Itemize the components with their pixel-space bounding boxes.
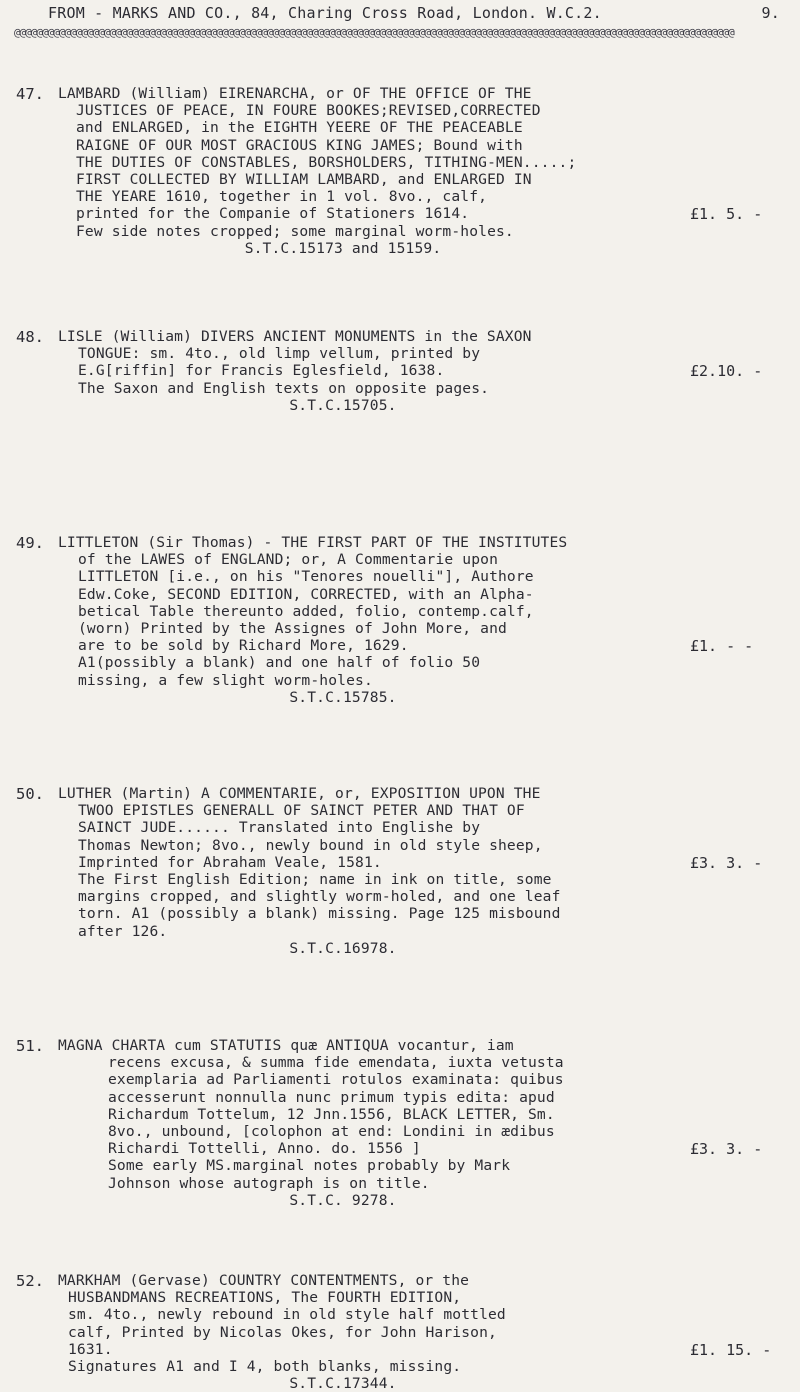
entry-price: £1. - - [690,637,754,655]
entry-line: and ENLARGED, in the EIGHTH YEERE OF THE PEACEABLE [76,119,523,137]
entry-line: missing, a few slight worm-holes. [78,671,373,689]
entry-line: 8vo., unbound, [colophon at end: Londini in ædibus [108,1123,555,1141]
entry-line: are to be sold by Richard More, 1629. [78,637,409,655]
entry-price: £3. 3. - [690,1140,763,1158]
stc-reference: S.T.C.15705. [289,396,397,414]
entry-line: Signatures A1 and I 4, both blanks, missing. [68,1358,462,1376]
entry-line: TONGUE: sm. 4to., old limp vellum, printed by [78,345,481,363]
entry-line: LISLE (William) DIVERS ANCIENT MONUMENTS in the SAXON [58,328,532,345]
entry-description [58,785,668,957]
entry-price: £2.10. - [690,362,763,380]
entry-line: Some early MS.marginal notes probably by Mark [108,1157,511,1175]
ornamental-rule: @@@@@@@@@@@@@@@@@@@@@@@@@@@@@@@@@@@@@@@@@@@@@@@@@@@@@@@@@@@@@@@@@@@@@@@@@@@@@@@@@@@@@@@@@@@@@@@@@@@@@@@@@@@@@@@@@@@@@@@@@@@@@@@@ [14,26,734,39]
entry-line: printed for the Companie of Stationers 1614. [76,205,470,223]
entry-number: 49. [16,534,44,552]
stc-reference: S.T.C.16978. [289,939,397,957]
entry-line: THE DUTIES OF CONSTABLES, BORSHOLDERS, TITHING-MEN.....; [76,153,577,171]
entry-line: LITTLETON (Sir Thomas) - THE FIRST PART OF THE INSTITUTES [58,534,568,551]
entry-line: Johnson whose autograph is on title. [108,1174,430,1192]
entry-line: after 126. [78,922,168,940]
stc-reference: S.T.C.17344. [289,1375,397,1392]
stc-reference: S.T.C.15173 and 15159. [244,239,442,257]
stc-reference: S.T.C. 9278. [289,1191,397,1209]
entry-line: Richardi Tottelli, Anno. do. 1556 ] [108,1140,421,1158]
entry-line: E.G[riffin] for Francis Eglesfield, 1638. [78,362,445,380]
entry-line: The Saxon and English texts on opposite pages. [78,379,490,397]
entry-line: Thomas Newton; 8vo., newly bound in old style sheep, [78,836,543,854]
entry-line: calf, Printed by Nicolas Okes, for John Harison, [68,1323,497,1341]
entry-line: 1631. [68,1340,113,1358]
entry-line: torn. A1 (possibly a blank) missing. Page 125 misbound [78,905,561,923]
page-header [48,4,788,22]
entry-description [58,534,668,706]
entry-line: Edw.Coke, SECOND EDITION, CORRECTED, with an Alpha- [78,585,534,603]
entry-description [58,1037,668,1209]
entry-line: MARKHAM (Gervase) COUNTRY CONTENTMENTS, or the [58,1272,470,1289]
entry-line: of the LAWES of ENGLAND; or, A Commentarie upon [78,551,499,569]
entry-line: (worn) Printed by the Assignes of John More, and [78,620,507,638]
entry-line: betical Table thereunto added, folio, contemp.calf, [78,602,534,620]
entry-line: JUSTICES OF PEACE, IN FOURE BOOKES;REVISED,CORRECTED [76,102,541,120]
entry-line: A1(possibly a blank) and one half of folio 50 [78,654,481,672]
entry-number: 52. [16,1272,44,1290]
entry-line: LITTLETON [i.e., on his "Tenores nouelli"], Authore [78,568,534,586]
entry-line: Imprinted for Abraham Veale, 1581. [78,853,382,871]
entry-line: margins cropped, and slightly worm-holed, and one leaf [78,888,561,906]
entry-line: Richardum Tottelum, 12 Jnn.1556, BLACK LETTER, Sm. [108,1105,555,1123]
entry-line: The First English Edition; name in ink on title, some [78,871,552,889]
entry-line: accesserunt nonnulla nunc primum typis edita: apud [108,1088,555,1106]
header-text: FROM - MARKS AND CO., 84, Charing Cross Road, London. W.C.2. [48,4,602,22]
entry-line: recens excusa, & summa fide emendata, iuxta vetusta [108,1054,564,1072]
entry-price: £3. 3. - [690,854,763,872]
entry-price: £1. 15. - [690,1341,772,1359]
entry-line: RAIGNE OF OUR MOST GRACIOUS KING JAMES; Bound with [76,136,523,154]
entry-line: Few side notes cropped; some marginal worm-holes. [76,222,514,240]
entry-description [58,328,668,414]
entry-line: HUSBANDMANS RECREATIONS, The FOURTH EDITION, [68,1289,462,1307]
entry-line: LAMBARD (William) EIRENARCHA, or OF THE OFFICE OF THE [58,85,532,102]
entry-number: 51. [16,1037,44,1055]
entry-line: SAINCT JUDE...... Translated into Englishe by [78,819,481,837]
entry-line: MAGNA CHARTA cum STATUTIS quæ ANTIQUA vocantur, iam [58,1037,514,1054]
entry-number: 47. [16,85,44,103]
stc-reference: S.T.C.15785. [289,688,397,706]
entry-line: exemplaria ad Parliamenti rotulos examinata: quibus [108,1071,564,1089]
entry-number: 50. [16,785,44,803]
entry-line: THE YEARE 1610, together in 1 vol. 8vo., calf, [76,188,488,206]
entry-line: TWOO EPISTLES GENERALL OF SAINCT PETER AND THAT OF [78,802,525,820]
entry-price: £1. 5. - [690,205,763,223]
entry-description [58,1272,668,1392]
entry-number: 48. [16,328,44,346]
entry-line: FIRST COLLECTED BY WILLIAM LAMBARD, and ENLARGED IN [76,171,532,189]
entry-description [58,85,668,257]
page-number: 9. [761,4,780,22]
entry-line: sm. 4to., newly rebound in old style half mottled [68,1306,506,1324]
entry-line: LUTHER (Martin) A COMMENTARIE, or, EXPOSITION UPON THE [58,785,541,802]
